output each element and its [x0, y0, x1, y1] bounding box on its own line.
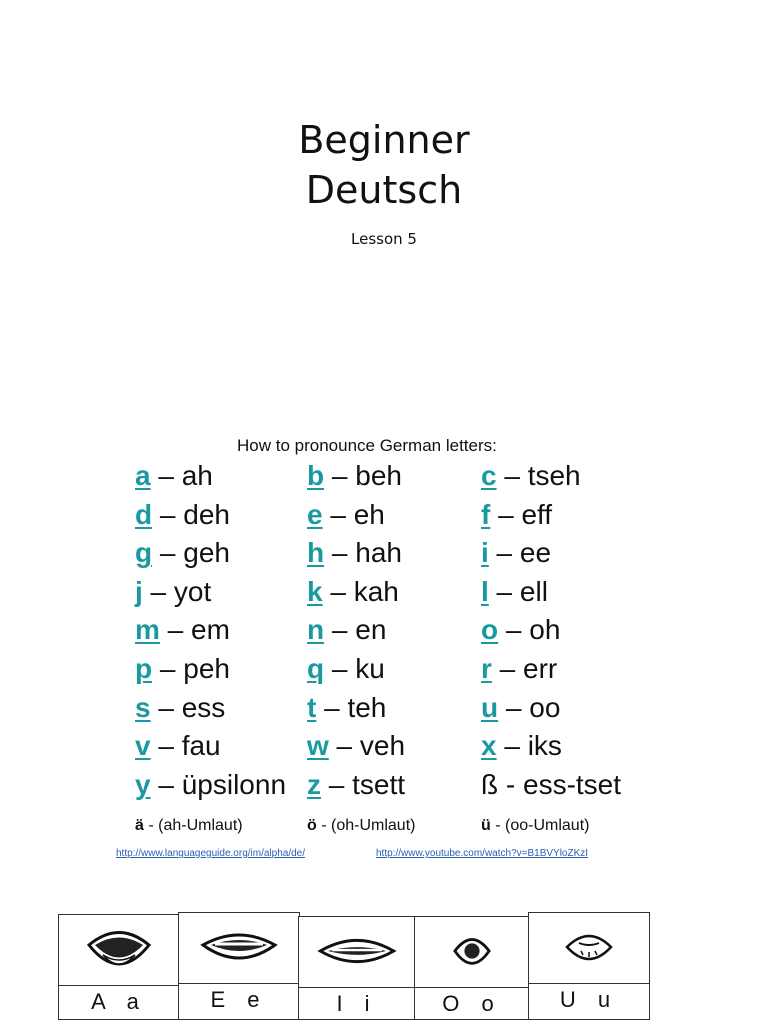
- letter-entry: [307, 576, 399, 608]
- letter-pronunciation: – iks: [496, 730, 562, 762]
- letter-pronunciation: – ee: [488, 537, 552, 569]
- umlaut-item: ü - (oo-Umlaut): [481, 817, 590, 834]
- letter-link[interactable]: m: [135, 614, 160, 646]
- letter-entry: [481, 576, 548, 608]
- letter-entry: [307, 460, 402, 492]
- letter-entry: [307, 614, 386, 646]
- page-title-line-1: Beginner: [298, 118, 470, 162]
- letter-pronunciation: – ku: [324, 653, 385, 684]
- letter-pronunciation: – eh: [322, 498, 385, 530]
- letter-link[interactable]: w: [307, 730, 329, 762]
- lesson-subtitle: Lesson 5: [351, 230, 417, 248]
- letter-pronunciation: – ah: [150, 460, 213, 491]
- umlaut-row: [0, 817, 768, 839]
- vowel-label: A a: [91, 989, 147, 1014]
- letter-pronunciation: – veh: [328, 730, 406, 762]
- letter-entry: [307, 499, 385, 531]
- letter-entry: [135, 576, 211, 608]
- letter-entry: [481, 653, 557, 685]
- letter-link[interactable]: k: [307, 575, 323, 607]
- letter-pronunciation: – ell: [488, 575, 548, 607]
- alphabet-row: [0, 499, 768, 538]
- card-divider: [415, 987, 529, 988]
- vowel-card: [58, 914, 180, 1020]
- letter-pronunciation: – tseh: [496, 460, 581, 491]
- letter-pronunciation: – geh: [152, 537, 230, 569]
- letter-pronunciation: – üpsilonn: [150, 768, 287, 800]
- letter-link[interactable]: r: [481, 653, 492, 684]
- letter-link[interactable]: i: [481, 537, 489, 569]
- letter-link[interactable]: x: [481, 730, 497, 762]
- letter-pronunciation: – oh: [498, 614, 561, 646]
- letter-link: ß: [481, 768, 499, 800]
- mouth-open-icon: [59, 915, 179, 983]
- vowel-card: [414, 916, 530, 1020]
- card-divider: [179, 983, 299, 984]
- letter-entry: [307, 537, 402, 569]
- letter-pronunciation: – fau: [150, 730, 221, 762]
- letter-pronunciation: – oo: [498, 691, 561, 723]
- card-divider: [529, 983, 649, 984]
- mouth-round-icon: [415, 917, 529, 985]
- letter-pronunciation: – deh: [152, 498, 230, 530]
- vowel-label: O o: [442, 991, 502, 1016]
- letter-pronunciation: – kah: [322, 575, 399, 607]
- letter-entry: [135, 537, 230, 569]
- letter-entry: [135, 499, 230, 531]
- letter-link[interactable]: a: [135, 460, 151, 491]
- card-divider: [299, 987, 415, 988]
- mouth-pucker-icon: [529, 913, 649, 981]
- letter-link[interactable]: s: [135, 691, 151, 723]
- letter-entry: [307, 653, 385, 685]
- mouth-smile-icon: [299, 917, 415, 985]
- vowel-label: I i: [336, 991, 378, 1016]
- letter-pronunciation: – yot: [142, 575, 212, 607]
- letter-link[interactable]: p: [135, 653, 153, 684]
- letter-pronunciation: – teh: [316, 691, 387, 723]
- letter-entry: [135, 730, 221, 762]
- letter-pronunciation: – beh: [324, 460, 402, 491]
- mouth-wide-icon: [179, 913, 299, 981]
- letter-link[interactable]: d: [135, 498, 153, 530]
- letter-link[interactable]: u: [481, 691, 499, 723]
- vowel-label: U u: [559, 987, 619, 1012]
- letter-link[interactable]: z: [307, 768, 321, 800]
- alphabet-row: [0, 537, 768, 576]
- letter-link[interactable]: q: [307, 653, 325, 684]
- letter-pronunciation: – err: [491, 653, 558, 684]
- umlaut-item: ä - (ah-Umlaut): [135, 817, 243, 834]
- vowel-card: [528, 912, 650, 1020]
- letter-link[interactable]: v: [135, 730, 151, 762]
- letter-entry: [307, 769, 405, 801]
- letter-entry: [481, 460, 581, 492]
- alphabet-heading: How to pronounce German letters:: [237, 436, 497, 455]
- letter-link[interactable]: h: [307, 537, 325, 569]
- youtube-link[interactable]: http://www.youtube.com/watch?v=B1BVYloZKzI: [376, 848, 589, 859]
- alphabet-row: [0, 730, 768, 769]
- alphabet-row: [0, 576, 768, 615]
- alphabet-row: [0, 614, 768, 653]
- letter-link[interactable]: f: [481, 498, 491, 530]
- vowel-cards: [58, 912, 652, 1020]
- page-title-line-2: Deutsch: [305, 168, 463, 212]
- vowel-label: E e: [210, 987, 268, 1012]
- letter-entry: [481, 730, 562, 762]
- letter-entry: [481, 499, 552, 531]
- letter-link[interactable]: t: [307, 691, 317, 723]
- letter-link[interactable]: j: [135, 575, 143, 607]
- letter-entry: [135, 614, 230, 646]
- letter-entry: [135, 769, 286, 801]
- letter-pronunciation: – em: [159, 614, 230, 646]
- letter-pronunciation: – eff: [490, 498, 553, 530]
- umlaut-item: ö - (oh-Umlaut): [307, 817, 416, 834]
- letter-link[interactable]: g: [135, 537, 153, 569]
- letter-link[interactable]: l: [481, 575, 489, 607]
- letter-entry: [135, 692, 225, 724]
- card-divider: [59, 985, 179, 986]
- vowel-card: [178, 912, 300, 1020]
- alphabet-row: [0, 653, 768, 692]
- letter-pronunciation: – peh: [152, 653, 230, 684]
- letter-link[interactable]: c: [481, 460, 497, 491]
- letter-entry: [481, 537, 551, 569]
- letter-link[interactable]: e: [307, 498, 323, 530]
- letter-entry: [135, 653, 230, 685]
- languageguide-link[interactable]: http://www.languageguide.org/im/alpha/de/: [116, 848, 306, 859]
- letter-pronunciation: – hah: [324, 537, 402, 569]
- letter-link[interactable]: b: [307, 460, 325, 491]
- letter-pronunciation: – en: [324, 614, 387, 646]
- letter-pronunciation: – tsett: [321, 768, 406, 800]
- letter-entry: [481, 614, 560, 646]
- letter-link[interactable]: n: [307, 614, 325, 646]
- letter-entry: [307, 730, 405, 762]
- letter-link[interactable]: o: [481, 614, 499, 646]
- letter-link[interactable]: y: [135, 768, 151, 800]
- letter-entry: [481, 692, 560, 724]
- alphabet-row: [0, 460, 768, 499]
- letter-entry: [481, 769, 621, 801]
- letter-entry: [135, 460, 213, 492]
- alphabet-row: [0, 769, 768, 808]
- letter-entry: [307, 692, 386, 724]
- alphabet-row: [0, 692, 768, 731]
- letter-pronunciation: – ess: [150, 691, 226, 723]
- letter-pronunciation: - ess-tset: [498, 768, 622, 800]
- vowel-card: [298, 916, 416, 1020]
